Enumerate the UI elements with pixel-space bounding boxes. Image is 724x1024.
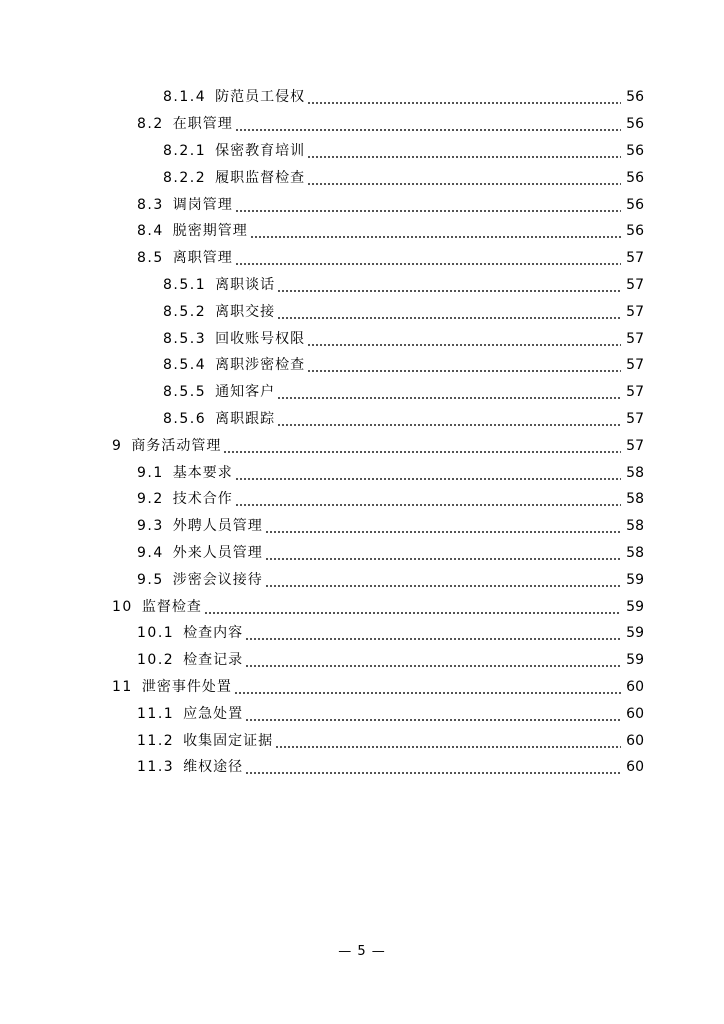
toc-entry[interactable] [0, 486, 724, 513]
toc-entry-page-number: 56 [626, 196, 644, 213]
toc-dot-leader [235, 466, 621, 480]
toc-entry-title: 调岗管理 [172, 196, 233, 213]
toc-dot-leader [265, 573, 621, 587]
toc-entry-page-number: 60 [626, 732, 644, 749]
toc-entry-number: 9.5 [137, 571, 164, 588]
toc-entry-number: 9.1 [137, 464, 164, 481]
toc-entry[interactable] [0, 111, 724, 138]
table-of-contents [0, 84, 724, 781]
toc-entry-title: 基本要求 [172, 464, 233, 481]
toc-dot-leader [307, 144, 621, 158]
toc-entry-page-number: 57 [626, 250, 644, 267]
toc-entry-page-number: 58 [626, 544, 644, 561]
toc-entry-title: 防范员工侵权 [215, 89, 306, 106]
toc-entry-page-number: 60 [626, 678, 644, 695]
toc-dot-leader [223, 439, 621, 453]
toc-entry[interactable] [0, 406, 724, 433]
toc-entry-number: 9 [112, 437, 123, 454]
toc-entry-title: 泄密事件处置 [141, 678, 232, 695]
page-number-footer: — 5 — [338, 944, 386, 959]
toc-entry-page-number: 60 [626, 705, 644, 722]
toc-entry[interactable] [0, 138, 724, 165]
toc-entry[interactable] [0, 352, 724, 379]
toc-entry-page-number: 56 [626, 169, 644, 186]
toc-entry-title: 脱密期管理 [172, 223, 248, 240]
toc-entry-page-number: 59 [626, 652, 644, 669]
toc-entry[interactable] [0, 298, 724, 325]
toc-entry[interactable] [0, 164, 724, 191]
toc-entry-number: 8.1.4 [163, 89, 207, 106]
toc-entry-page-number: 57 [626, 410, 644, 427]
toc-entry-number: 11.3 [137, 759, 175, 776]
toc-dot-leader [235, 492, 621, 506]
toc-entry-page-number: 56 [626, 89, 644, 106]
toc-entry-page-number: 56 [626, 142, 644, 159]
toc-entry[interactable] [0, 727, 724, 754]
toc-entry-number: 8.2 [137, 116, 164, 133]
toc-dot-leader [245, 707, 621, 721]
toc-entry[interactable] [0, 432, 724, 459]
toc-dot-leader [275, 734, 621, 748]
toc-entry-title: 维权途径 [183, 759, 244, 776]
toc-entry[interactable] [0, 674, 724, 701]
toc-entry[interactable] [0, 84, 724, 111]
toc-entry-number: 8.2.1 [163, 142, 207, 159]
toc-dot-leader [307, 332, 621, 346]
toc-entry-title: 技术合作 [172, 491, 233, 508]
toc-entry-title: 涉密会议接待 [172, 571, 263, 588]
toc-entry-number: 9.2 [137, 491, 164, 508]
toc-entry-number: 11.2 [137, 732, 175, 749]
toc-entry-title: 回收账号权限 [215, 330, 306, 347]
toc-entry-title: 检查记录 [183, 652, 244, 669]
toc-entry-page-number: 57 [626, 330, 644, 347]
toc-dot-leader [277, 412, 621, 426]
toc-dot-leader [234, 680, 621, 694]
toc-entry-title: 外来人员管理 [172, 544, 263, 561]
toc-dot-leader [265, 519, 621, 533]
toc-dot-leader [245, 653, 621, 667]
toc-entry-page-number: 57 [626, 276, 644, 293]
toc-entry[interactable] [0, 379, 724, 406]
toc-entry-page-number: 57 [626, 357, 644, 374]
toc-entry-title: 履职监督检查 [215, 169, 306, 186]
toc-entry-number: 8.4 [137, 223, 164, 240]
toc-entry-page-number: 59 [626, 571, 644, 588]
toc-entry-page-number: 57 [626, 384, 644, 401]
toc-dot-leader [235, 251, 621, 265]
toc-entry-number: 8.2.2 [163, 169, 207, 186]
toc-entry-number: 8.5.1 [163, 276, 207, 293]
toc-entry-number: 8.5.3 [163, 330, 207, 347]
toc-entry-page-number: 57 [626, 303, 644, 320]
toc-dot-leader [277, 385, 621, 399]
toc-entry[interactable] [0, 700, 724, 727]
toc-dot-leader [307, 358, 621, 372]
toc-entry-title: 收集固定证据 [183, 732, 274, 749]
toc-entry-title: 通知客户 [215, 384, 276, 401]
toc-entry-title: 监督检查 [141, 598, 202, 615]
toc-entry-number: 8.3 [137, 196, 164, 213]
toc-entry-title: 离职跟踪 [215, 410, 276, 427]
toc-dot-leader [235, 198, 621, 212]
toc-entry-number: 8.5.4 [163, 357, 207, 374]
toc-entry-number: 9.3 [137, 518, 164, 535]
toc-entry[interactable] [0, 459, 724, 486]
toc-entry-page-number: 59 [626, 598, 644, 615]
toc-entry-title: 离职谈话 [215, 276, 276, 293]
toc-dot-leader [250, 224, 621, 238]
toc-entry-title: 商务活动管理 [131, 437, 222, 454]
toc-entry-number: 8.5.6 [163, 410, 207, 427]
toc-entry-page-number: 58 [626, 518, 644, 535]
toc-entry[interactable] [0, 593, 724, 620]
toc-entry[interactable] [0, 540, 724, 567]
toc-entry-page-number: 57 [626, 437, 644, 454]
toc-dot-leader [204, 600, 621, 614]
toc-entry-title: 离职管理 [172, 250, 233, 267]
toc-entry-number: 10.1 [137, 625, 175, 642]
toc-entry-number: 8.5.5 [163, 384, 207, 401]
toc-dot-leader [307, 171, 621, 185]
toc-entry-number: 8.5 [137, 250, 164, 267]
toc-entry-title: 应急处置 [183, 705, 244, 722]
toc-entry[interactable] [0, 325, 724, 352]
toc-entry[interactable] [0, 647, 724, 674]
toc-entry-number: 11 [112, 678, 133, 695]
toc-entry[interactable] [0, 191, 724, 218]
toc-entry-page-number: 58 [626, 491, 644, 508]
toc-entry[interactable] [0, 754, 724, 781]
toc-entry-page-number: 56 [626, 223, 644, 240]
toc-entry-page-number: 59 [626, 625, 644, 642]
toc-entry-title: 离职涉密检查 [215, 357, 306, 374]
toc-dot-leader [235, 117, 621, 131]
toc-dot-leader [277, 278, 621, 292]
toc-entry[interactable] [0, 245, 724, 272]
toc-entry[interactable] [0, 218, 724, 245]
toc-entry[interactable] [0, 566, 724, 593]
toc-dot-leader [245, 626, 621, 640]
toc-entry[interactable] [0, 272, 724, 299]
toc-dot-leader [265, 546, 621, 560]
toc-entry-page-number: 60 [626, 759, 644, 776]
toc-entry-title: 外聘人员管理 [172, 518, 263, 535]
toc-entry-page-number: 56 [626, 116, 644, 133]
toc-entry-number: 11.1 [137, 705, 175, 722]
toc-dot-leader [245, 760, 621, 774]
toc-entry[interactable] [0, 620, 724, 647]
toc-entry-page-number: 58 [626, 464, 644, 481]
toc-entry-title: 保密教育培训 [215, 142, 306, 159]
toc-entry-number: 8.5.2 [163, 303, 207, 320]
toc-entry-title: 在职管理 [172, 116, 233, 133]
toc-entry-title: 离职交接 [215, 303, 276, 320]
toc-entry[interactable] [0, 513, 724, 540]
toc-dot-leader [307, 90, 621, 104]
toc-entry-number: 10 [112, 598, 133, 615]
toc-entry-number: 9.4 [137, 544, 164, 561]
toc-entry-title: 检查内容 [183, 625, 244, 642]
toc-entry-number: 10.2 [137, 652, 175, 669]
toc-dot-leader [277, 305, 621, 319]
